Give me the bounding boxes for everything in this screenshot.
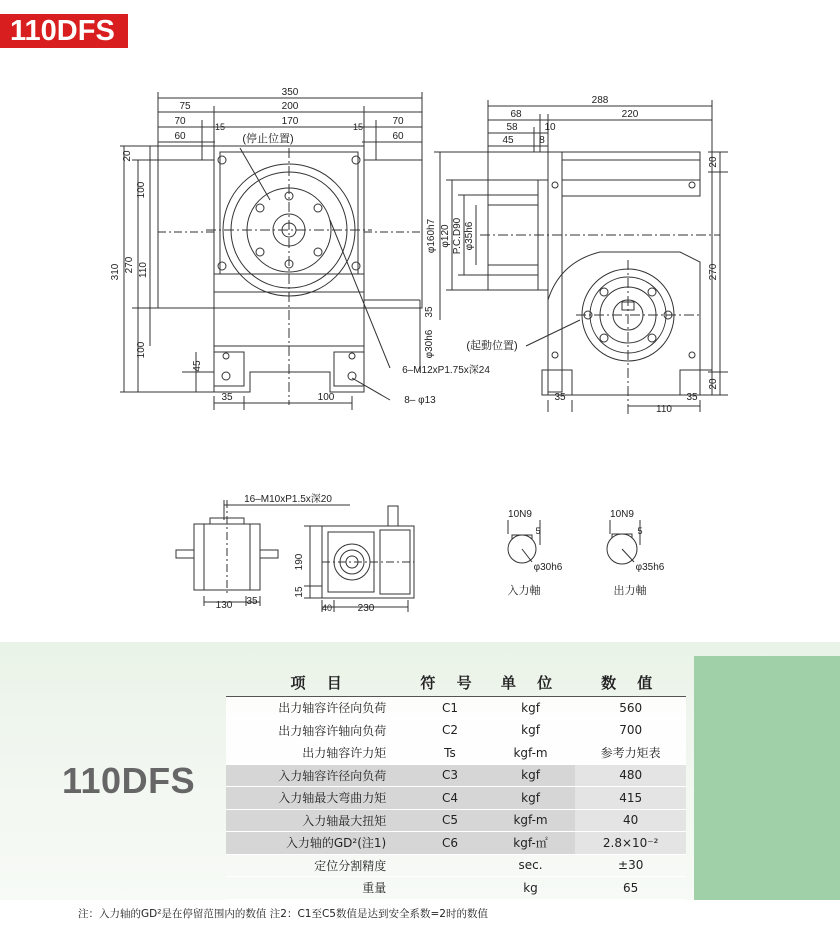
- dim-350: 350: [281, 87, 299, 98]
- row-symbol: C5: [414, 809, 485, 832]
- model-title: 110DFS: [62, 760, 196, 801]
- dim-270: 270: [124, 256, 135, 274]
- dim-20c: 20: [708, 378, 719, 390]
- dim-8: 8: [539, 135, 545, 146]
- row-item: 出力轴容许轴向负荷: [226, 719, 414, 742]
- dim-15c: 15: [294, 586, 305, 598]
- spec-right-panel: [694, 656, 840, 900]
- dim-68: 68: [510, 109, 522, 120]
- dim-20: 20: [122, 150, 133, 162]
- input-shaft-label: 入力軸: [507, 585, 541, 597]
- row-unit: kgf-m: [486, 809, 576, 832]
- dim-75: 75: [179, 101, 191, 112]
- row-item: 入力轴容许径向负荷: [226, 764, 414, 787]
- output-shaft-label: 出力軸: [613, 585, 647, 597]
- spec-table: [226, 668, 686, 900]
- row-symbol: Ts: [414, 742, 485, 765]
- dim-60: 60: [174, 131, 186, 142]
- row-unit: kgf: [486, 764, 576, 787]
- dim-15: 15: [214, 122, 226, 132]
- row-symbol: [414, 877, 485, 900]
- row-unit: sec.: [486, 854, 576, 877]
- key2-depth: 5: [637, 526, 643, 536]
- row-value: 560: [575, 697, 686, 720]
- dim-230: 230: [357, 603, 375, 614]
- row-symbol: C4: [414, 787, 485, 810]
- dim-45b: 45: [502, 135, 514, 146]
- row-symbol: C2: [414, 719, 485, 742]
- key1-label: 10N9: [508, 509, 532, 520]
- row-item: 入力轴的GD²(注1): [226, 832, 414, 855]
- dim-110: 110: [138, 262, 149, 278]
- row-value: 参考力矩表: [575, 742, 686, 765]
- table-row: [226, 809, 686, 832]
- row-item: 出力轴容许径向负荷: [226, 697, 414, 720]
- header-item: 项 目: [226, 668, 414, 697]
- key1-depth: 5: [535, 526, 541, 536]
- dim-pcd90: P.C.D90: [452, 217, 463, 255]
- table-row: [226, 877, 686, 900]
- table-row: [226, 787, 686, 810]
- output-shaft-dia: φ35h6: [635, 562, 665, 573]
- dim-170: 170: [281, 116, 299, 127]
- row-unit: kgf: [486, 719, 576, 742]
- dim-15b: 15: [352, 122, 364, 132]
- row-value: 2.8×10⁻²: [575, 832, 686, 855]
- dim-70b: 70: [392, 116, 404, 127]
- row-item: 出力轴容许力矩: [226, 742, 414, 765]
- dim-58: 58: [506, 122, 518, 133]
- dim-40: 40: [321, 603, 333, 613]
- dim-35c: 35: [554, 392, 566, 403]
- row-value: 40: [575, 809, 686, 832]
- row-unit: kgf: [486, 787, 576, 810]
- dim-35: 35: [221, 392, 233, 403]
- dim-160h7: φ160h7: [426, 218, 437, 254]
- header-unit: 单 位: [486, 668, 576, 697]
- holes-label: 8– φ13: [404, 395, 436, 406]
- header-value: 数 值: [575, 668, 686, 697]
- row-value: 65: [575, 877, 686, 900]
- row-symbol: C1: [414, 697, 485, 720]
- dim-10: 10: [544, 122, 556, 133]
- dim-45: 45: [192, 360, 203, 372]
- footnotes: 注：入力轴的GD²是在停留范围内的数值 注2：C1至C5数值是达到安全系数=2时的数值: [78, 908, 488, 920]
- row-symbol: C3: [414, 764, 485, 787]
- row-unit: kg: [486, 877, 576, 900]
- row-unit: kgf: [486, 697, 576, 720]
- row-value: 480: [575, 764, 686, 787]
- row-item: 入力轴最大弯曲力矩: [226, 787, 414, 810]
- table-row: [226, 832, 686, 855]
- dim-35e: 35: [246, 596, 258, 607]
- row-item: 入力轴最大扭矩: [226, 809, 414, 832]
- thread-spec-label: 6–M12xP1.75x深24: [402, 365, 490, 376]
- row-item: 重量: [226, 877, 414, 900]
- dim-20b: 20: [708, 156, 719, 168]
- dim-130: 130: [215, 600, 233, 611]
- dim-220: 220: [621, 109, 639, 120]
- dim-100c: 100: [317, 392, 335, 403]
- row-unit: kgf-m: [486, 742, 576, 765]
- dim-70: 70: [174, 116, 186, 127]
- table-row: [226, 764, 686, 787]
- row-unit: kgf-㎡: [486, 832, 576, 855]
- header-symbol: 符 号: [414, 668, 485, 697]
- input-shaft-dia: φ30h6: [533, 562, 563, 573]
- model-badge: 110DFS: [0, 14, 128, 48]
- row-item: 定位分割精度: [226, 854, 414, 877]
- dim-310: 310: [110, 263, 121, 281]
- table-row: [226, 854, 686, 877]
- dim-100b: 100: [136, 341, 147, 359]
- row-value: 415: [575, 787, 686, 810]
- dim-35h6: φ35h6: [464, 221, 475, 251]
- start-position-label: (起動位置): [466, 340, 518, 352]
- dim-35-vert: 35: [424, 306, 435, 318]
- table-row: [226, 697, 686, 720]
- dim-270b: 270: [708, 263, 719, 281]
- dim-200: 200: [281, 101, 299, 112]
- dim-120: φ120: [440, 224, 451, 248]
- dim-35d: 35: [686, 392, 698, 403]
- row-symbol: C6: [414, 832, 485, 855]
- dim-110b: 110: [656, 404, 672, 415]
- table-row: [226, 742, 686, 765]
- stop-position-label: (停止位置): [242, 133, 294, 145]
- row-value: ±30: [575, 854, 686, 877]
- dim-100a: 100: [136, 181, 147, 199]
- dim-288: 288: [591, 95, 609, 106]
- table-row: [226, 719, 686, 742]
- row-symbol: [414, 854, 485, 877]
- row-value: 700: [575, 719, 686, 742]
- table-header-row: [226, 668, 686, 697]
- key2-label: 10N9: [610, 509, 634, 520]
- dim-60b: 60: [392, 131, 404, 142]
- dim-190: 190: [294, 553, 305, 571]
- thread2-label: 16–M10xP1.5x深20: [244, 494, 332, 505]
- dim-30h6: φ30h6: [424, 329, 435, 359]
